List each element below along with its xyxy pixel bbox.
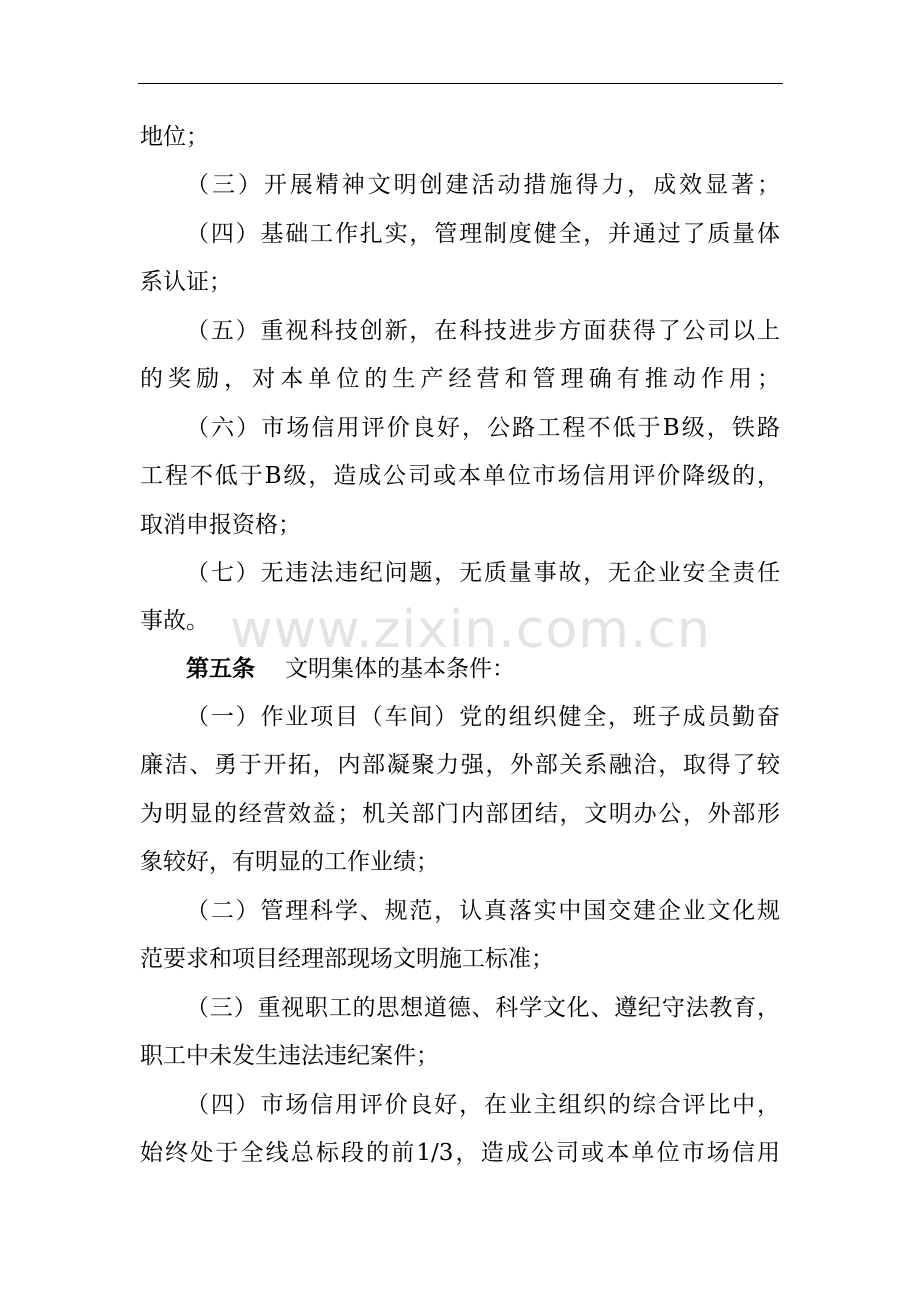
text-line: 的奖励，对本单位的生产经营和管理确有推动作用； xyxy=(140,366,780,392)
text-line: 工程不低于B级，造成公司或本单位市场信用评价降级的， xyxy=(140,463,780,489)
text-line: （三）开展精神文明创建活动措施得力，成效显著； xyxy=(186,172,780,198)
text-line: 职工中未发生违法违纪案件； xyxy=(140,1043,439,1069)
text-line: 范要求和项目经理部现场文明施工标准； xyxy=(140,946,554,972)
text-line: （六）市场信用评价良好，公路工程不低于B级，铁路 xyxy=(186,415,780,441)
text-line: （七）无违法违纪问题，无质量事故，无企业安全责任 xyxy=(186,560,780,586)
text-line: 地位； xyxy=(140,124,209,150)
text-line: （二）管理科学、规范，认真落实中国交建企业文化规 xyxy=(186,898,780,924)
text-line: 象较好，有明显的工作业绩； xyxy=(140,849,439,875)
text-line: （四）市场信用评价良好，在业主组织的综合评比中， xyxy=(186,1092,780,1118)
text-line: 取消申报资格； xyxy=(140,512,301,538)
text-line: （三）重视职工的思想道德、科学文化、遵纪守法教育， xyxy=(186,995,780,1021)
header-rule xyxy=(138,83,783,84)
article-line xyxy=(186,645,515,693)
watermark: www.zixin.com.cn xyxy=(230,600,711,660)
text-line: 始终处于全线总标段的前1/3，造成公司或本单位市场信用 xyxy=(140,1140,780,1166)
text-line: 廉洁、勇于开拓，内部凝聚力强，外部关系融洽，取得了较 xyxy=(140,752,780,778)
text-line: （一）作业项目（车间）党的组织健全，班子成员勤奋 xyxy=(186,704,780,730)
text-line: （四）基础工作扎实，管理制度健全，并通过了质量体 xyxy=(186,221,780,247)
article-title: 文明集体的基本条件： xyxy=(285,656,515,682)
article-heading: 第五条 xyxy=(186,655,255,682)
text-line: 事故。 xyxy=(140,608,209,634)
text-line: （五）重视科技创新，在科技进步方面获得了公司以上 xyxy=(186,318,780,344)
text-line: 系认证； xyxy=(140,269,232,295)
text-line: 为明显的经营效益；机关部门内部团结，文明办公，外部形 xyxy=(140,801,780,827)
